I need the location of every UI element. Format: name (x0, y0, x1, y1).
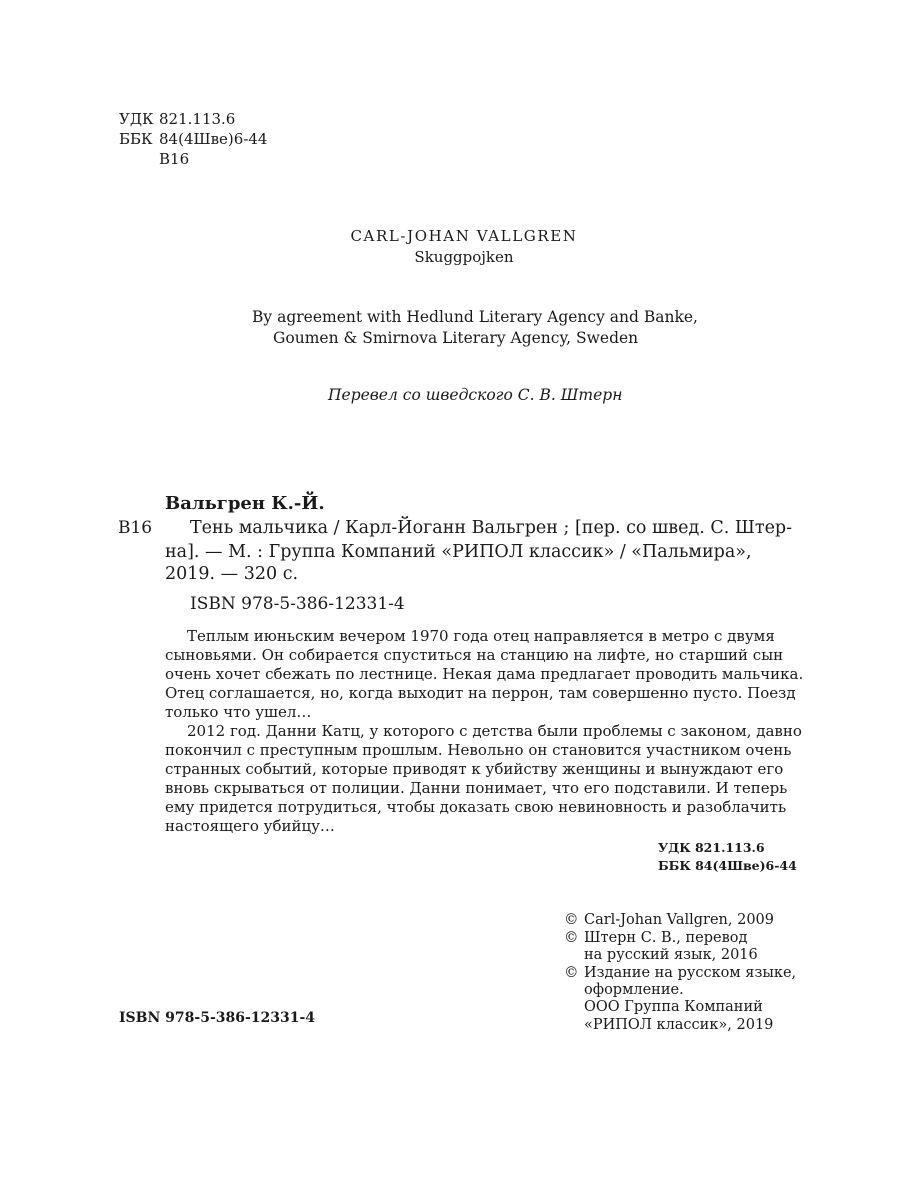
copyright-icon: © (564, 930, 579, 946)
bbk-code-line (119, 130, 267, 148)
udk-code-bottom: УДК 821.113.6 (658, 840, 765, 855)
copyright-text: Издание на русском языке, (584, 965, 797, 981)
copyright-icon: © (564, 965, 579, 981)
original-title: Skuggpojken (414, 248, 514, 266)
original-author: CARL-JOHAN VALLGREN (350, 227, 578, 245)
copyright-entry-3 (564, 965, 796, 983)
copyright-text: Штерн С. В., перевод (584, 930, 748, 946)
annotation-line: Отец соглашается, но, когда выходит на перрон, там совершенно пусто. Поезд (165, 684, 796, 702)
copyright-text: Carl-Johan Vallgren, 2009 (584, 912, 774, 928)
bibliographic-code: В16 (118, 518, 153, 538)
annotation-line: настоящего убийцу… (165, 817, 335, 835)
annotation-line: покончил с преступным прошлым. Невольно он становится участником очень (165, 741, 792, 759)
bibliographic-author-heading: Вальгрен К.-Й. (165, 493, 325, 514)
translator-note: Перевел со шведского С. В. Штерн (328, 386, 623, 404)
isbn-bottom: ISBN 978-5-386-12331-4 (119, 1010, 316, 1026)
copyright-text: оформление. (584, 982, 684, 998)
udk-label: УДК (119, 110, 154, 128)
copyright-entry-2 (564, 930, 747, 948)
bibliographic-line-2: на]. — М. : Группа Компаний «РИПОЛ классик» / «Пальмира», (165, 542, 752, 562)
bibliographic-line-1: Тень мальчика / Карл-Йоганн Вальгрен ; [пер. со швед. С. Штер- (190, 518, 793, 538)
copyright-entry-1 (564, 912, 774, 930)
udk-code-line (119, 110, 235, 128)
copyright-icon: © (564, 912, 579, 928)
annotation-line: ему придется потрудиться, чтобы доказать свою невиновность и разоблачить (165, 798, 787, 816)
copyright-text: на русский язык, 2016 (584, 947, 758, 963)
annotation-line: странных событий, которые приводят к убийству женщины и вынуждают его (165, 760, 784, 778)
udk-value: 821.113.6 (159, 110, 236, 128)
author-mark: В16 (159, 150, 190, 168)
agreement-line-1: By agreement with Hedlund Literary Agency and Banke, (252, 308, 698, 326)
bbk-value: 84(4Шве)6-44 (159, 130, 268, 148)
annotation-line: только что ушел… (165, 703, 312, 721)
annotation-line: очень хочет сбежать по лестнице. Некая дама предлагает проводить мальчика. (165, 665, 804, 683)
bibliographic-line-3: 2019. — 320 с. (165, 564, 299, 584)
annotation-line: сыновьями. Он собирается спуститься на станцию на лифте, но старший сын (165, 646, 784, 664)
bibliographic-isbn: ISBN 978-5-386-12331-4 (190, 594, 405, 614)
copyright-text: «РИПОЛ классик», 2019 (584, 1017, 774, 1033)
bbk-label: ББК (119, 130, 153, 148)
agreement-line-2: Goumen & Smirnova Literary Agency, Sweden (273, 329, 639, 347)
copyright-text: ООО Группа Компаний (584, 999, 763, 1015)
annotation-line: вновь скрываться от полиции. Данни понимает, что его подставили. И теперь (165, 779, 788, 797)
annotation-line: 2012 год. Данни Катц, у которого с детства были проблемы с законом, давно (187, 722, 802, 740)
annotation-line: Теплым июньским вечером 1970 года отец направляется в метро с двумя (187, 627, 775, 645)
bbk-code-bottom: ББК 84(4Шве)6-44 (658, 858, 797, 873)
